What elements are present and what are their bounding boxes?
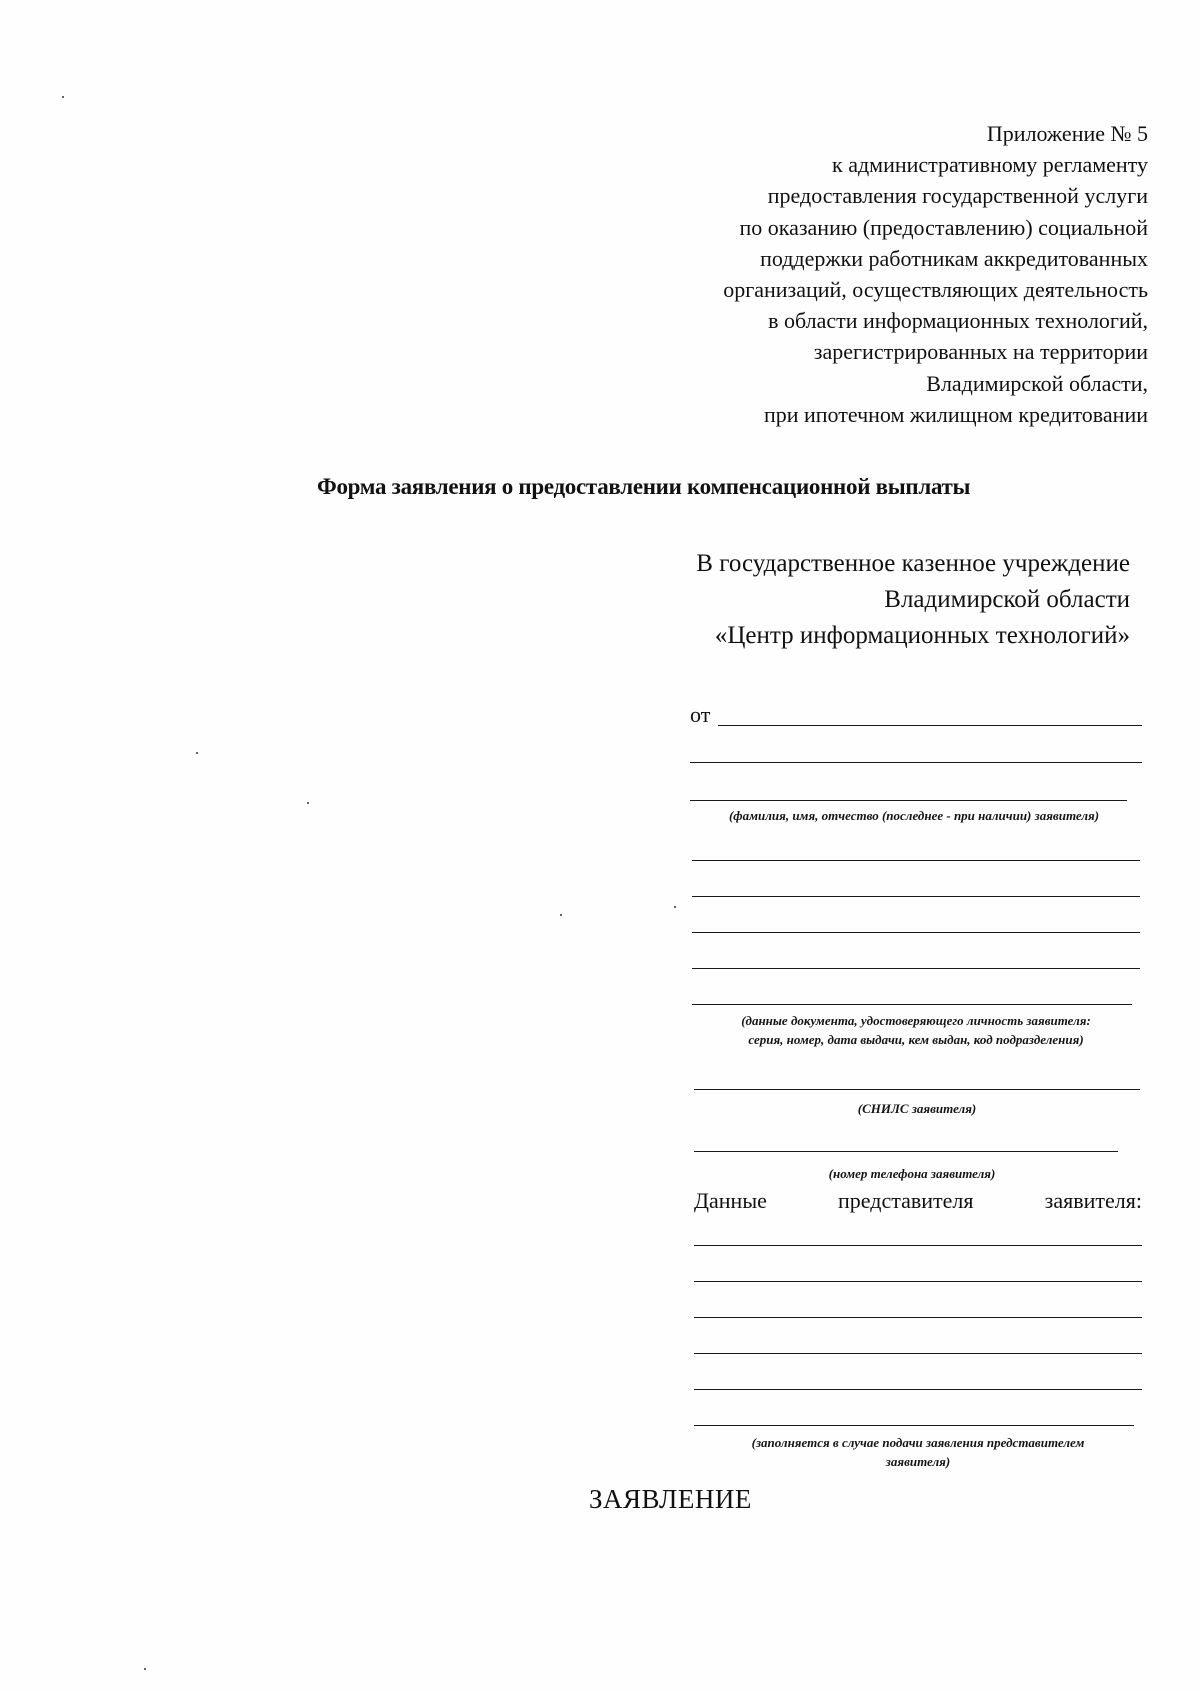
snils-hint: (СНИЛС заявителя) xyxy=(857,1101,977,1116)
scan-speck xyxy=(674,906,676,908)
applicant-name-field[interactable] xyxy=(690,800,1127,801)
appendix-header xyxy=(588,118,1148,430)
representative-heading-word: Данные xyxy=(694,1188,767,1213)
recipient-line: «Центр информационных технологий» xyxy=(714,622,1130,649)
recipient-line: Владимирской области xyxy=(884,586,1130,613)
applicant-name-field[interactable] xyxy=(690,762,1142,763)
identity-document-hint-line: (данные документа, удостоверяющего личность заявителя: xyxy=(741,1013,1091,1028)
form-title: Форма заявления о предоставлении компенсационной выплаты xyxy=(317,474,971,499)
recipient-block xyxy=(570,546,1130,654)
representative-hint xyxy=(694,1433,1142,1471)
representative-field[interactable] xyxy=(694,1353,1142,1354)
scan-speck xyxy=(62,96,64,98)
phone-field[interactable] xyxy=(694,1151,1118,1152)
appendix-line: поддержки работникам аккредитованных xyxy=(760,245,1148,271)
appendix-line: организаций, осуществляющих деятельность xyxy=(723,277,1148,303)
identity-document-field[interactable] xyxy=(692,932,1140,933)
recipient-line: В государственное казенное учреждение xyxy=(696,550,1130,577)
applicant-name-hint: (фамилия, имя, отчество (последнее - при наличии) заявителя) xyxy=(728,808,1100,823)
identity-document-hint xyxy=(692,1011,1140,1049)
appendix-line: предоставления государственной услуги xyxy=(767,183,1148,209)
from-label: от xyxy=(690,702,711,727)
representative-hint-line: (заполняется в случае подачи заявления представителем xyxy=(751,1435,1085,1450)
identity-document-hint-line: серия, номер, дата выдачи, кем выдан, код подразделения) xyxy=(748,1032,1084,1047)
representative-field[interactable] xyxy=(694,1281,1142,1282)
representative-field[interactable] xyxy=(694,1245,1142,1246)
snils-field[interactable] xyxy=(694,1089,1140,1090)
applicant-name-field[interactable] xyxy=(718,725,1142,726)
identity-document-field[interactable] xyxy=(692,896,1140,897)
appendix-line: зарегистрированных на территории xyxy=(813,339,1148,365)
representative-field[interactable] xyxy=(694,1425,1134,1426)
appendix-line: Владимирской области, xyxy=(926,370,1148,396)
appendix-line: при ипотечном жилищном кредитовании xyxy=(763,401,1148,427)
appendix-line: в области информационных технологий, xyxy=(768,308,1148,334)
identity-document-field[interactable] xyxy=(692,860,1140,861)
scan-speck xyxy=(560,914,562,916)
representative-field[interactable] xyxy=(694,1389,1142,1390)
appendix-line: к административному регламенту xyxy=(832,152,1148,178)
representative-heading xyxy=(694,1188,1142,1214)
representative-field[interactable] xyxy=(694,1317,1142,1318)
representative-heading-word: заявителя: xyxy=(1044,1188,1142,1213)
representative-heading-word: представителя xyxy=(838,1188,974,1213)
statement-title: ЗАЯВЛЕНИЕ xyxy=(589,1484,752,1514)
scan-speck xyxy=(196,752,198,754)
scan-speck xyxy=(307,802,309,804)
identity-document-field[interactable] xyxy=(692,1004,1132,1005)
scan-speck xyxy=(144,1668,146,1670)
identity-document-field[interactable] xyxy=(692,968,1140,969)
representative-hint-line: заявителя) xyxy=(885,1454,951,1469)
appendix-line: Приложение № 5 xyxy=(986,121,1148,146)
appendix-line: по оказанию (предоставлению) социальной xyxy=(739,214,1148,240)
phone-hint: (номер телефона заявителя) xyxy=(828,1166,996,1181)
